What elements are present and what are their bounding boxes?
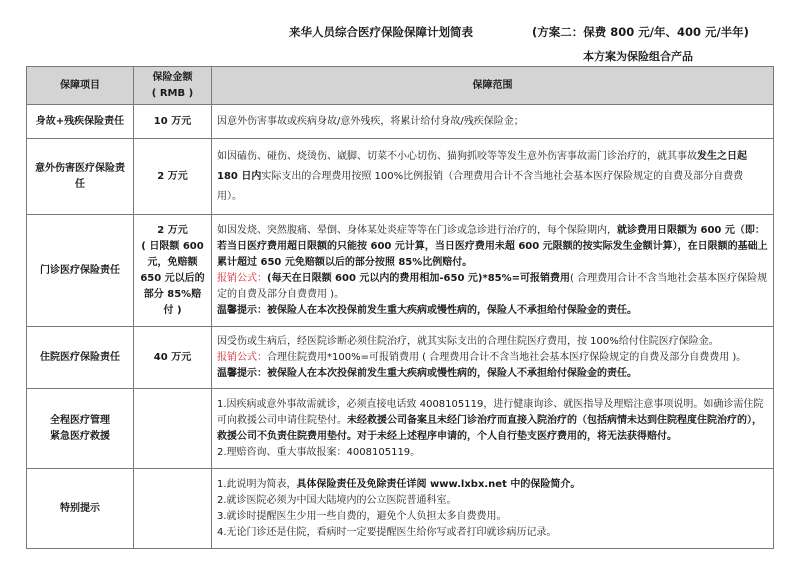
desc-paragraph xyxy=(217,223,768,271)
tip-part: 1.此说明为简表， xyxy=(217,478,297,490)
row-amount: 40 万元 xyxy=(134,327,212,389)
formula-note: ( 合理费用合计不含当地社会基本医疗保险规定的自费及部分自费费用 )。 xyxy=(217,272,768,300)
table-row xyxy=(27,215,774,327)
desc-part: 1.因疾病或意外事故需就诊，必须直接电话致 4008105119，进行健康询诊、就医指导及理赔注意事项说明。如确诊需住院可向救援公司申请住院垫付。 xyxy=(217,398,764,426)
row-desc xyxy=(212,139,774,215)
table-row xyxy=(27,105,774,139)
tip-1 xyxy=(217,477,768,493)
formula-text: (每天在日限额 600 元以内的费用相加-650 元)*85%=可报销费用 xyxy=(267,272,571,284)
desc-hotline: 2.理赔咨询、重大事故报案：4008105119。 xyxy=(217,446,421,458)
desc-part: 实际支出的合理费用按照 100%比例报销（合理费用合计不含当地社会基本医疗保险规定的自费及部分自费费用）。 xyxy=(217,170,744,202)
amount-main: 2 万元 xyxy=(157,224,188,236)
tip-3: 3.就诊时提醒医生少用一些自费的，避免个人负担太多自费费用。 xyxy=(217,510,507,522)
formula-line xyxy=(217,271,768,303)
row-item: 住院医疗保险责任 xyxy=(27,327,134,389)
row-desc xyxy=(212,327,774,389)
row-amount: 10 万元 xyxy=(134,105,212,139)
warm-tip: 温馨提示：被保险人在本次投保前发生重大疾病或慢性病的，保险人不承担给付保险金的责任。 xyxy=(217,304,637,316)
desc-part: 如因发烧、突然腹痛、晕倒、身体某处炎症等等在门诊或急诊进行治疗的，每个保险期内， xyxy=(217,224,617,236)
row-item: 特别提示 xyxy=(27,469,134,549)
formula-label: 报销公式： xyxy=(217,351,267,363)
row-item: 门诊医疗保险责任 xyxy=(27,215,134,327)
amount-detail: ( 日限额 600 元，免赔额 650 元以后的部分 85%赔付 ) xyxy=(140,240,205,316)
table-row xyxy=(27,469,774,549)
row-desc: 因意外伤害事故或疾病身故/意外残疾，将累计给付身故/残疾保险金； xyxy=(212,105,774,139)
tip-2: 2.就诊医院必须为中国大陆境内的公立医院普通科室。 xyxy=(217,494,457,506)
plan-label: (方案二：保费 800 元/年、400 元/半年) xyxy=(532,25,749,39)
row-desc xyxy=(212,389,774,469)
formula-text: 合理住院费用*100%=可报销费用 ( 合理费用合计不含当地社会基本医疗保险规定的自费及部分自费费用 )。 xyxy=(267,351,747,363)
coverage-table xyxy=(26,66,774,549)
row-amount xyxy=(134,215,212,327)
header-amount-line1: 保险金额 xyxy=(152,71,193,83)
row-amount: 2 万元 xyxy=(134,139,212,215)
tip-4: 4.无论门诊还是住院，看病时一定要提醒医生给你写或者打印就诊病历记录。 xyxy=(217,526,557,538)
header-amount xyxy=(134,67,212,105)
header-item: 保障项目 xyxy=(27,67,134,105)
table-row xyxy=(27,327,774,389)
row-desc xyxy=(212,469,774,549)
row-item: 身故+残疾保险责任 xyxy=(27,105,134,139)
tip-emphasis: 具体保险责任及免除责任详阅 www.lxbx.net 中的保险简介。 xyxy=(296,478,581,490)
desc-paragraph xyxy=(217,397,768,445)
header-scope: 保障范围 xyxy=(212,67,774,105)
warm-tip: 温馨提示：被保险人在本次投保前发生重大疾病或慢性病的，保险人不承担给付保险金的责任。 xyxy=(217,367,637,379)
desc-emphasis: 未经救援公司备案且未经门诊治疗而直接入院治疗的（包括病情未达到住院程度住院治疗的），救援公司不负责住院费用垫付。对于未经上述程序申请的，个人自行垫支医疗费用的，将无法获得赔付。 xyxy=(217,414,762,442)
item-line2: 紧急医疗救援 xyxy=(50,430,110,442)
formula-label: 报销公式： xyxy=(217,272,267,284)
desc-paragraph: 因受伤或生病后，经医院诊断必须住院治疗，就其实际支出的合理住院医疗费用，按 100%给付住院医疗保险金。 xyxy=(217,335,719,347)
combo-note: 本方案为保险组合产品 xyxy=(583,50,693,63)
header-amount-line2: ( RMB ) xyxy=(151,87,194,99)
document-title: 来华人员综合医疗保险保障计划简表 xyxy=(289,25,473,39)
desc-emphasis: 就诊费用日限额为 600 元（即：若当日医疗费用超日限额的只能按 600 元计算，当日医疗费用未超 600 元限额的按实际发生金额计算），在日限额的基础上累计超过 650 元免赔额以后的部分按照 85%比例赔付。 xyxy=(217,224,768,268)
table-row xyxy=(27,389,774,469)
table-row xyxy=(27,139,774,215)
row-amount-empty xyxy=(134,389,212,469)
table-header-row xyxy=(27,67,774,105)
row-item: 意外伤害医疗保险责任 xyxy=(27,139,134,215)
row-amount-empty xyxy=(134,469,212,549)
row-item xyxy=(27,389,134,469)
row-desc xyxy=(212,215,774,327)
desc-part: 如因磕伤、碰伤、烧烫伤、崴脚、切菜不小心切伤、猫狗抓咬等等发生意外伤害事故需门诊治疗的，就其事故 xyxy=(217,150,697,162)
item-line1: 全程医疗管理 xyxy=(50,414,110,426)
formula-line xyxy=(217,350,768,366)
desc-emphasis: 发生之日起 180 日内 xyxy=(217,150,747,182)
